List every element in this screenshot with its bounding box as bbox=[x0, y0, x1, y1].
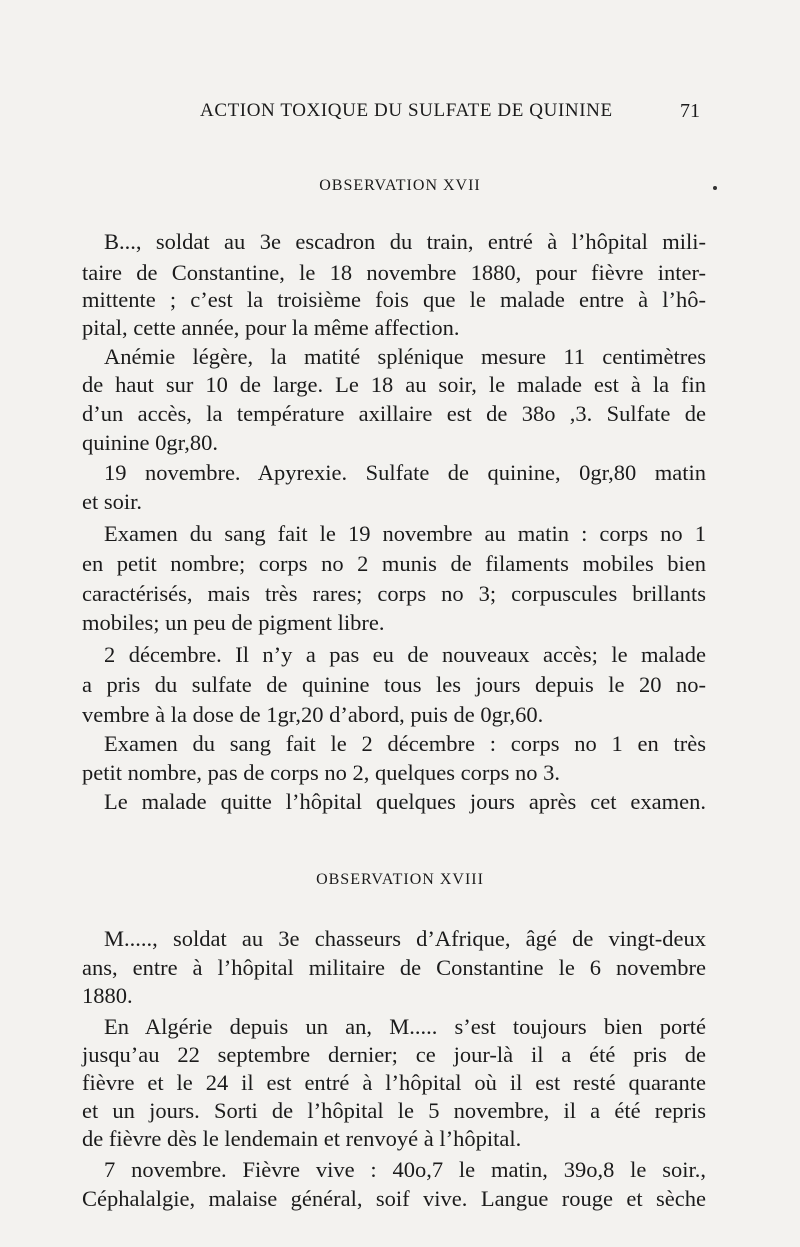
text-line: En Algérie depuis un an, M..... s’est toujours bien porté bbox=[104, 1014, 706, 1039]
text-line: fièvre et le 24 il est entré à l’hôpital où il est resté quarante bbox=[82, 1070, 706, 1095]
text-line: d’un accès, la température axillaire est de 38o ,3. Sulfate de bbox=[82, 401, 706, 426]
text-line: mittente ; c’est la troisième fois que le malade entre à l’hô- bbox=[82, 287, 706, 312]
text-line: et un jours. Sorti de l’hôpital le 5 novembre, il a été repris bbox=[82, 1098, 706, 1123]
text-line: mobiles; un peu de pigment libre. bbox=[82, 610, 385, 635]
text-line: Examen du sang fait le 2 décembre : corps no 1 en très bbox=[104, 731, 706, 756]
text-line: ans, entre à l’hôpital militaire de Constantine le 6 novembre bbox=[82, 955, 706, 980]
text-line: pital, cette année, pour la même affection. bbox=[82, 315, 460, 340]
text-line: 2 décembre. Il n’y a pas eu de nouveaux accès; le malade bbox=[104, 642, 706, 667]
text-line: caractérisés, mais très rares; corps no 3; corpuscules brillants bbox=[82, 581, 706, 606]
text-line: Céphalalgie, malaise général, soif vive. Langue rouge et sèche bbox=[82, 1186, 706, 1211]
text-line: jusqu’au 22 septembre dernier; ce jour-là il a été pris de bbox=[82, 1042, 706, 1067]
text-line: Anémie légère, la matité splénique mesure 11 centimètres bbox=[104, 344, 706, 369]
text-line: B..., soldat au 3e escadron du train, entré à l’hôpital mili- bbox=[104, 229, 706, 254]
text-line: et soir. bbox=[82, 489, 142, 514]
text-line: petit nombre, pas de corps no 2, quelques corps no 3. bbox=[82, 760, 561, 785]
text-line: Examen du sang fait le 19 novembre au matin : corps no 1 bbox=[104, 521, 706, 546]
running-title: ACTION TOXIQUE DU SULFATE DE QUININE bbox=[200, 100, 613, 121]
text-line: de haut sur 10 de large. Le 18 au soir, le malade est à la fin bbox=[82, 372, 706, 397]
observation-xvii-heading: OBSERVATION XVII bbox=[319, 177, 481, 194]
text-line: 1880. bbox=[82, 983, 133, 1008]
text-line: 7 novembre. Fièvre vive : 40o,7 le matin, 39o,8 le soir., bbox=[104, 1157, 706, 1182]
text-line: taire de Constantine, le 18 novembre 1880, pour fièvre inter- bbox=[82, 260, 706, 285]
text-line: en petit nombre; corps no 2 munis de filaments mobiles bien bbox=[82, 551, 706, 576]
text-line: quinine 0gr,80. bbox=[82, 430, 218, 455]
text-line: M....., soldat au 3e chasseurs d’Afrique, âgé de vingt-deux bbox=[104, 926, 706, 951]
text-line: 19 novembre. Apyrexie. Sulfate de quinine, 0gr,80 matin bbox=[104, 460, 706, 485]
text-line: Le malade quitte l’hôpital quelques jours après cet examen. bbox=[104, 789, 706, 814]
running-header bbox=[82, 100, 710, 130]
observation-xviii-heading: OBSERVATION XVIII bbox=[316, 871, 484, 888]
text-line: vembre à la dose de 1gr,20 d’abord, puis de 0gr,60. bbox=[82, 702, 544, 727]
text-line: de fièvre dès le lendemain et renvoyé à l’hôpital. bbox=[82, 1126, 522, 1151]
page-number: 71 bbox=[680, 100, 700, 122]
text-line: a pris du sulfate de quinine tous les jours depuis le 20 no- bbox=[82, 672, 706, 697]
